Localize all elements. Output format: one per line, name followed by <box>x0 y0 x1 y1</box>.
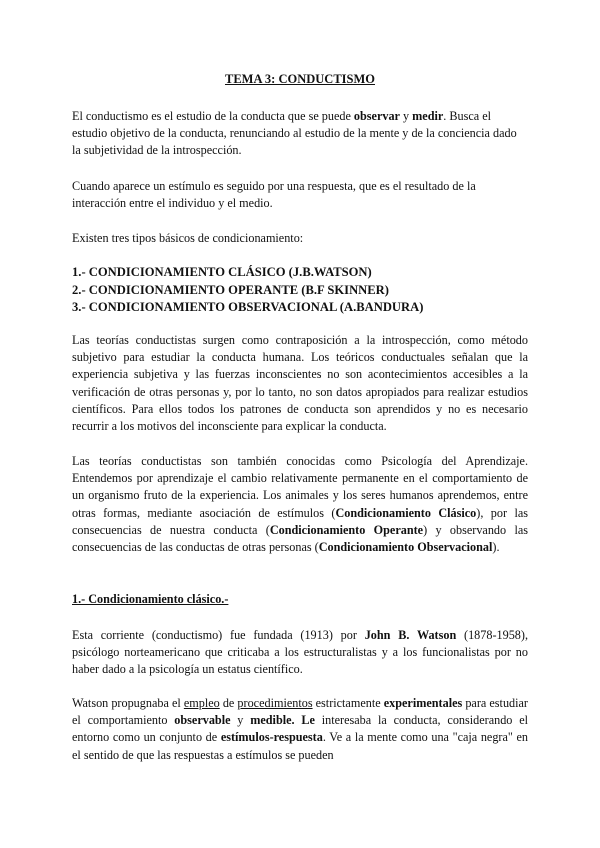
text: (1878-1958), psicólogo norteamericano que criticaba a los estructuralistas y a los funcionalistas por no haber dado a la psicología un estatus científico. <box>72 628 528 677</box>
text: y <box>230 713 251 728</box>
text: . Busca el estudio objetivo de la conducta, renunciando al estudio de la mente y de la conciencia dado la subjetividad de la introspección. <box>72 109 517 158</box>
paragraph-learning <box>72 453 528 556</box>
paragraph-watson-founder <box>72 627 528 679</box>
bold-term: observable <box>174 713 231 728</box>
bold-term: Condicionamiento Operante <box>269 522 424 537</box>
bold-term: Condicionamiento Clásico <box>335 505 477 520</box>
text: interesaba la conducta, considerando el entorno como un conjunto de <box>72 713 528 745</box>
document-title: TEMA 3: CONDUCTISMO <box>224 72 375 86</box>
underlined-term: empleo <box>183 696 220 710</box>
text: El conductismo es el estudio de la conducta que se puede <box>72 109 354 123</box>
section-heading-classical: 1.- Condicionamiento clásico.- <box>72 592 229 606</box>
paragraph-types-intro: Existen tres tipos básicos de condicionamiento: <box>72 231 304 245</box>
underlined-term: procedimientos <box>237 696 313 710</box>
paragraph-definition <box>72 108 528 160</box>
text: ), por las consecuencias de nuestra conducta ( <box>72 505 529 537</box>
text: ). <box>492 540 500 555</box>
text: . Ve a la mente como una "caja negra" en el sentido de que las respuestas a estímulos se pueden <box>72 730 528 762</box>
bold-term: medible. <box>250 713 295 728</box>
list-item: 3.- CONDICIONAMIENTO OBSERVACIONAL (A.BANDURA) <box>72 300 424 314</box>
list-item: 1.- CONDICIONAMIENTO CLÁSICO (J.B.WATSON) <box>72 265 372 279</box>
text: Watson propugnaba el <box>72 696 184 710</box>
bold-name: John B. Watson <box>364 628 457 642</box>
text: Esta corriente (conductismo) fue fundada (1913) por <box>72 628 365 642</box>
bold-term: experimentales <box>383 696 463 710</box>
text: para estudiar el comportamiento <box>72 696 528 728</box>
paragraph-theories: Las teorías conductistas surgen como contraposición a la introspección, como método subjetivo para estudiar la conducta humana. Los teóricos conductuales señalan que la experiencia subjetiva y las fuerzas inconscientes no son acontecimientos accesibles a la verificación de otras personas y, por lo tanto, no son datos apropiados para realizar estudios científicos. Para ellos todos los patrones de conducta son aprendidos y no es necesario recurrir a los motivos del inconsciente para explicar la conducta. <box>72 333 528 434</box>
text: estrictamente <box>312 696 384 710</box>
bold-term: Le <box>301 713 315 728</box>
paragraph-watson-method <box>72 695 528 764</box>
text: de <box>219 696 238 710</box>
bold-term: estímulos-respuesta <box>220 730 323 745</box>
paragraph-stimulus: Cuando aparece un estímulo es seguido por una respuesta, que es el resultado de la interacción entre el individuo y el medio. <box>72 179 476 211</box>
bold-term: observar <box>353 109 400 123</box>
list-item: 2.- CONDICIONAMIENTO OPERANTE (B.F SKINNER) <box>72 282 389 297</box>
text: ) y observando las consecuencias de las conductas de otras personas ( <box>72 522 529 555</box>
conditioning-list <box>72 264 528 317</box>
bold-term: medir <box>412 109 444 123</box>
text: y <box>399 109 413 123</box>
bold-term: Condicionamiento Observacional <box>318 540 493 555</box>
text: Las teorías conductistas son también conocidas como Psicología del Aprendizaje. Entendemos por aprendizaje el cambio relativamente permanente en el comportamiento de un organismo fruto de la experiencia. Los animales y los seres humanos aprendemos, entre otras formas, mediante asociación de estímulos ( <box>72 454 528 520</box>
